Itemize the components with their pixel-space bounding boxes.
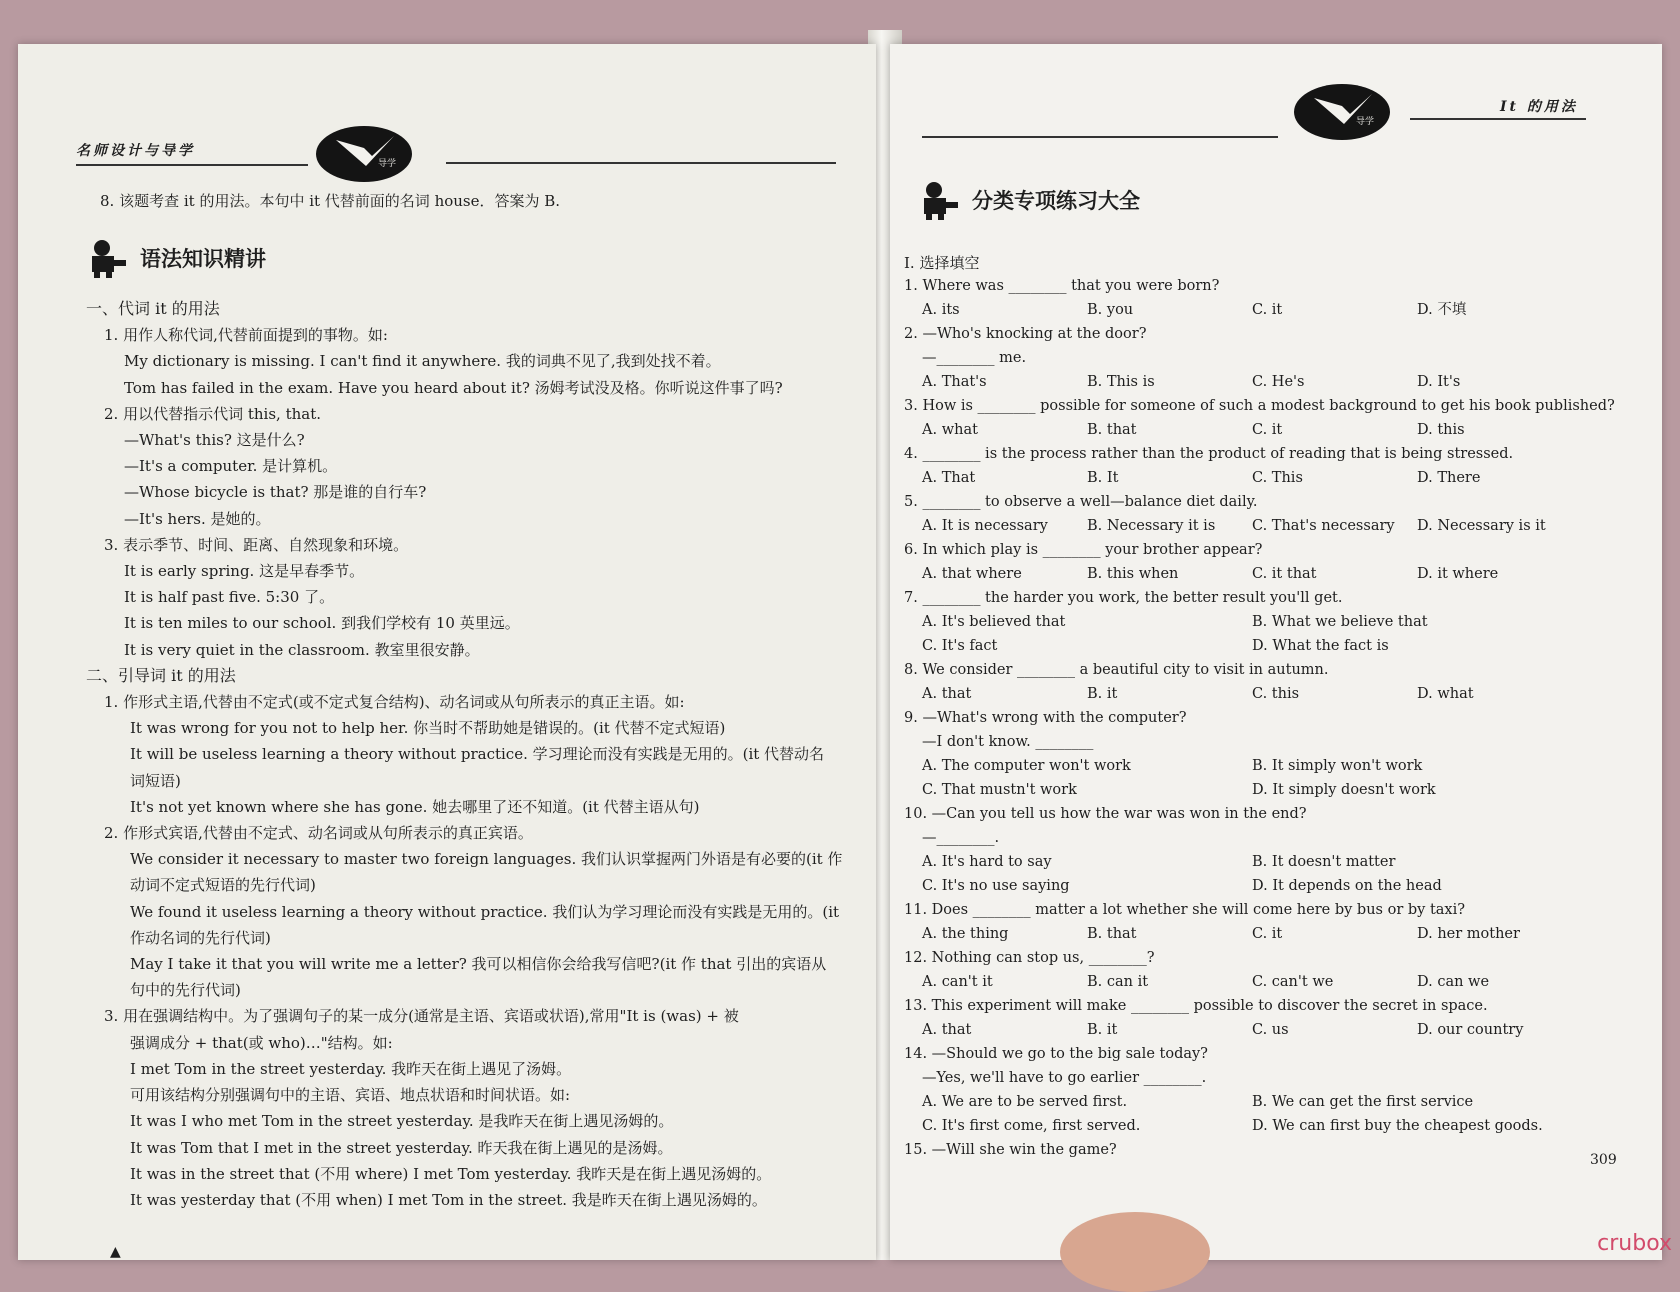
answer-option: C. it (1252, 302, 1283, 318)
right-page (890, 44, 1662, 1260)
explanation-line: 词短语) (130, 771, 181, 790)
svg-text:导学: 导学 (378, 159, 397, 169)
bird-logo-icon (1294, 84, 1390, 140)
question-item (894, 802, 1634, 898)
question-item (894, 946, 1634, 994)
answer-option: B. it (1087, 1022, 1118, 1038)
answer-option: B. that (1087, 422, 1137, 438)
answer-option: D. It simply doesn't work (1252, 782, 1436, 798)
answer-option: B. It (1087, 470, 1119, 486)
left-header-title: 名师设计与导学 (76, 143, 195, 159)
answer-option: A. The computer won't work (922, 758, 1131, 774)
answer-option: C. us (1252, 1022, 1289, 1038)
answer-option: C. That mustn't work (922, 782, 1077, 798)
answer-option: B. We can get the first service (1252, 1094, 1474, 1110)
thumb (1060, 1212, 1210, 1292)
answer-option: B. It simply won't work (1252, 758, 1423, 774)
section-header-grammar (86, 236, 266, 280)
right-header-title: It 的用法 (1500, 99, 1578, 115)
answer-option: A. what (922, 422, 978, 438)
answer-option: A. that (922, 686, 972, 702)
explanation-line: Tom has failed in the exam. Have you heard about it? 汤姆考试没及格。你听说这件事了吗? (124, 378, 783, 397)
question-item (894, 994, 1634, 1042)
explanation-line: 可用该结构分别强调句中的主语、宾语、地点状语和时间状语。如: (130, 1086, 571, 1105)
option-row (904, 1090, 1634, 1114)
answer-option: C. this (1252, 686, 1300, 702)
explanation-line: It is half past five. 5:30 了。 (124, 588, 335, 607)
answer-option: A. It is necessary (922, 518, 1048, 534)
explanation-line: It was Tom that I met in the street yesterday. 昨天我在街上遇见的是汤姆。 (130, 1138, 673, 1157)
question-stem: 12. Nothing can stop us, ________? (904, 950, 1155, 966)
explanation-line: 动词不定式短语的先行代词) (130, 876, 316, 895)
answer-option: D. it where (1417, 566, 1499, 582)
answer-option: C. it that (1252, 566, 1317, 582)
option-row (904, 1018, 1634, 1042)
explanation-line: It was I who met Tom in the street yesterday. 是我昨天在街上遇见汤姆的。 (130, 1112, 674, 1131)
explanation-line: 1. 作形式主语,代替由不定式(或不定式复合结构)、动名词或从句所表示的真正主语。如: (104, 693, 685, 712)
left-header-rule-1 (76, 164, 308, 166)
question-stem: 10. —Can you tell us how the war was won in the end? (904, 806, 1307, 822)
answer-option: A. its (922, 302, 960, 318)
answer-option: D. It depends on the head (1252, 878, 1442, 894)
answer-option: B. it (1087, 686, 1118, 702)
answer-option: B. you (1087, 302, 1134, 318)
option-row (904, 562, 1634, 586)
question-item (894, 490, 1634, 538)
answer-option: A. We are to be served first. (922, 1094, 1128, 1110)
explanation-line: May I take it that you will write me a letter? 我可以相信你会给我写信吧?(it 作 that 引出的宾语从 (130, 955, 827, 974)
answer-option: A. the thing (922, 926, 1009, 942)
answer-option: B. This is (1087, 374, 1155, 390)
left-page (18, 44, 876, 1260)
explanation-line: It is very quiet in the classroom. 教室里很安静。 (124, 640, 480, 659)
option-row (904, 1114, 1634, 1138)
answer-option: B. can it (1087, 974, 1149, 990)
section-header-exercises (918, 178, 1140, 222)
answer-option: C. it (1252, 422, 1283, 438)
answer-option: C. can't we (1252, 974, 1334, 990)
left-page-marker-icon: ▲ (110, 1244, 121, 1260)
answer-option: D. There (1417, 470, 1481, 486)
option-row (904, 418, 1634, 442)
answer-option: C. He's (1252, 374, 1305, 390)
section-title: 分类专项练习大全 (972, 189, 1140, 213)
answer-option: B. What we believe that (1252, 614, 1428, 630)
explanation-line: 二、引导词 it 的用法 (86, 665, 236, 685)
option-row (904, 610, 1634, 634)
option-row (904, 970, 1634, 994)
question-item (894, 442, 1634, 490)
explanation-line: We found it useless learning a theory without practice. 我们认为学习理论而没有实践是无用的。(it (130, 902, 840, 921)
question-item (894, 658, 1634, 706)
question-stem: 4. ________ is the process rather than the product of reading that is being stressed. (904, 446, 1514, 462)
explanation-line: It is ten miles to our school. 到我们学校有 10 英里远。 (124, 614, 520, 633)
question-stem: 8. We consider ________ a beautiful city to visit in autumn. (904, 662, 1329, 678)
answer-option: D. We can first buy the cheapest goods. (1252, 1118, 1543, 1134)
question-stem: 11. Does ________ matter a lot whether she will come here by bus or by taxi? (904, 902, 1466, 918)
question-stem: 2. —Who's knocking at the door? (904, 326, 1147, 342)
answer-option: D. her mother (1417, 926, 1520, 942)
answer-option: D. 不填 (1417, 302, 1467, 318)
answer-option: C. It's first come, first served. (922, 1118, 1141, 1134)
option-row (904, 682, 1634, 706)
question-item (894, 1138, 1634, 1162)
section-title: 语法知识精讲 (140, 247, 266, 271)
answer-option: B. this when (1087, 566, 1179, 582)
question-item (894, 1042, 1634, 1138)
question-continuation: —Yes, we'll have to go earlier ________. (922, 1070, 1207, 1086)
option-row (904, 298, 1634, 322)
answer-option: A. That's (922, 374, 987, 390)
answer-option: A. that where (922, 566, 1022, 582)
question-stem: 1. Where was ________ that you were born? (904, 278, 1220, 294)
question-item (894, 322, 1634, 394)
explanation-line: It was in the street that (不用 where) I met Tom yesterday. 我昨天是在街上遇见汤姆的。 (130, 1164, 772, 1183)
answer-option: D. this (1417, 422, 1465, 438)
explanation-line: 一、代词 it 的用法 (86, 299, 220, 318)
left-header-rule-2 (446, 162, 836, 164)
question-stem: 6. In which play is ________ your brother appear? (904, 542, 1263, 558)
answer-option: A. that (922, 1022, 972, 1038)
grammar-explanation (86, 296, 866, 1213)
answer-option: C. it (1252, 926, 1283, 942)
question-stem: 7. ________ the harder you work, the better result you'll get. (904, 590, 1343, 606)
answer-option: B. that (1087, 926, 1137, 942)
answer-option: C. It's no use saying (922, 878, 1070, 894)
answer-note-text: 8. 该题考查 it 的用法。本句中 it 代替前面的名词 house．答案为 B. (100, 192, 561, 210)
part-label (904, 250, 979, 276)
explanation-line: I met Tom in the street yesterday. 我昨天在街上遇见了汤姆。 (130, 1059, 572, 1078)
explanation-line: 2. 作形式宾语,代替由不定式、动名词或从句所表示的真正宾语。 (104, 824, 533, 843)
question-item (894, 706, 1634, 802)
explanation-line: It will be useless learning a theory without practice. 学习理论而没有实践是无用的。(it 代替动名 (130, 745, 825, 764)
explanation-line: —What's this? 这是什么? (124, 431, 305, 450)
bird-logo-icon (316, 126, 412, 182)
question-item (894, 274, 1634, 322)
exercise-list (894, 274, 1634, 1162)
explanation-line: My dictionary is missing. I can't find it anywhere. 我的词典不见了,我到处找不着。 (124, 352, 721, 371)
page-number: 309 (1590, 1152, 1617, 1168)
explanation-line: 1. 用作人称代词,代替前面提到的事物。如: (104, 326, 388, 345)
explanation-line: 2. 用以代替指示代词 this, that. (104, 404, 321, 423)
answer-option: C. That's necessary (1252, 518, 1395, 534)
question-continuation: —________. (922, 830, 1000, 846)
answer-option: B. Necessary it is (1087, 518, 1216, 534)
explanation-line: 强调成分 + that(或 who)…"结构。如: (130, 1033, 393, 1052)
option-row (904, 370, 1634, 394)
explanation-line: It was wrong for you not to help her. 你当时不帮助她是错误的。(it 代替不定式短语) (130, 719, 726, 738)
answer-option: A. It's hard to say (922, 854, 1052, 870)
svg-text:导学: 导学 (1356, 117, 1375, 127)
question-continuation: —I don't know. ________ (922, 734, 1094, 750)
question-stem: 13. This experiment will make ________ possible to discover the secret in space. (904, 998, 1488, 1014)
option-row (904, 754, 1634, 778)
question-stem: 3. How is ________ possible for someone of such a modest background to get his book published? (904, 398, 1615, 414)
answer-option: D. our country (1417, 1022, 1524, 1038)
answer-option: D. Necessary is it (1417, 518, 1546, 534)
answer-option: C. This (1252, 470, 1303, 486)
answer-option: B. It doesn't matter (1252, 854, 1396, 870)
answer-option: D. What the fact is (1252, 638, 1389, 654)
answer-option: D. what (1417, 686, 1474, 702)
question-stem: 9. —What's wrong with the computer? (904, 710, 1187, 726)
explanation-line: 3. 表示季节、时间、距离、自然现象和环境。 (104, 535, 409, 554)
explanation-line: 作动名词的先行代词) (130, 928, 271, 947)
question-item (894, 586, 1634, 658)
explanation-line: —Whose bicycle is that? 那是谁的自行车? (124, 483, 427, 502)
question-stem: 14. —Should we go to the big sale today? (904, 1046, 1208, 1062)
answer-option: A. can't it (922, 974, 993, 990)
option-row (904, 850, 1634, 874)
answer-option: D. It's (1417, 374, 1461, 390)
reader-mascot-icon (86, 236, 130, 280)
explanation-line: —It's hers. 是她的。 (124, 509, 271, 528)
question-stem: 5. ________ to observe a well—balance diet daily. (904, 494, 1258, 510)
right-header-rule-2 (1410, 118, 1586, 120)
right-header-rule-1 (922, 136, 1278, 138)
option-row (904, 634, 1634, 658)
watermark: crubox (1597, 1231, 1672, 1256)
explanation-line: It is early spring. 这是早春季节。 (124, 562, 365, 581)
question-item (894, 898, 1634, 946)
explanation-line: We consider it necessary to master two foreign languages. 我们认识掌握两门外语是有必要的(it 作 (130, 850, 843, 869)
question-continuation: —________ me. (922, 350, 1027, 366)
question-item (894, 394, 1634, 442)
explanation-line: It was yesterday that (不用 when) I met Tom in the street. 我是昨天在街上遇见汤姆的。 (130, 1190, 767, 1209)
left-header (76, 140, 195, 160)
option-row (904, 466, 1634, 490)
answer-option: A. That (922, 470, 976, 486)
answer-note (100, 188, 560, 214)
option-row (904, 874, 1634, 898)
explanation-line: 句中的先行代词) (130, 981, 241, 1000)
answer-option: D. can we (1417, 974, 1490, 990)
answer-option: A. It's believed that (922, 614, 1066, 630)
answer-option: C. It's fact (922, 638, 998, 654)
explanation-line: 3. 用在强调结构中。为了强调句子的某一成分(通常是主语、宾语或状语),常用"It is (was) + 被 (104, 1007, 739, 1026)
option-row (904, 922, 1634, 946)
question-item (894, 538, 1634, 586)
explanation-line: It's not yet known where she has gone. 她去哪里了还不知道。(it 代替主语从句) (130, 797, 700, 816)
right-header (1500, 96, 1578, 116)
explanation-line: —It's a computer. 是计算机。 (124, 457, 338, 476)
question-stem: 15. —Will she win the game? (904, 1142, 1117, 1158)
part-label-text: I. 选择填空 (904, 254, 980, 272)
option-row (904, 778, 1634, 802)
option-row (904, 514, 1634, 538)
reader-mascot-icon (918, 178, 962, 222)
